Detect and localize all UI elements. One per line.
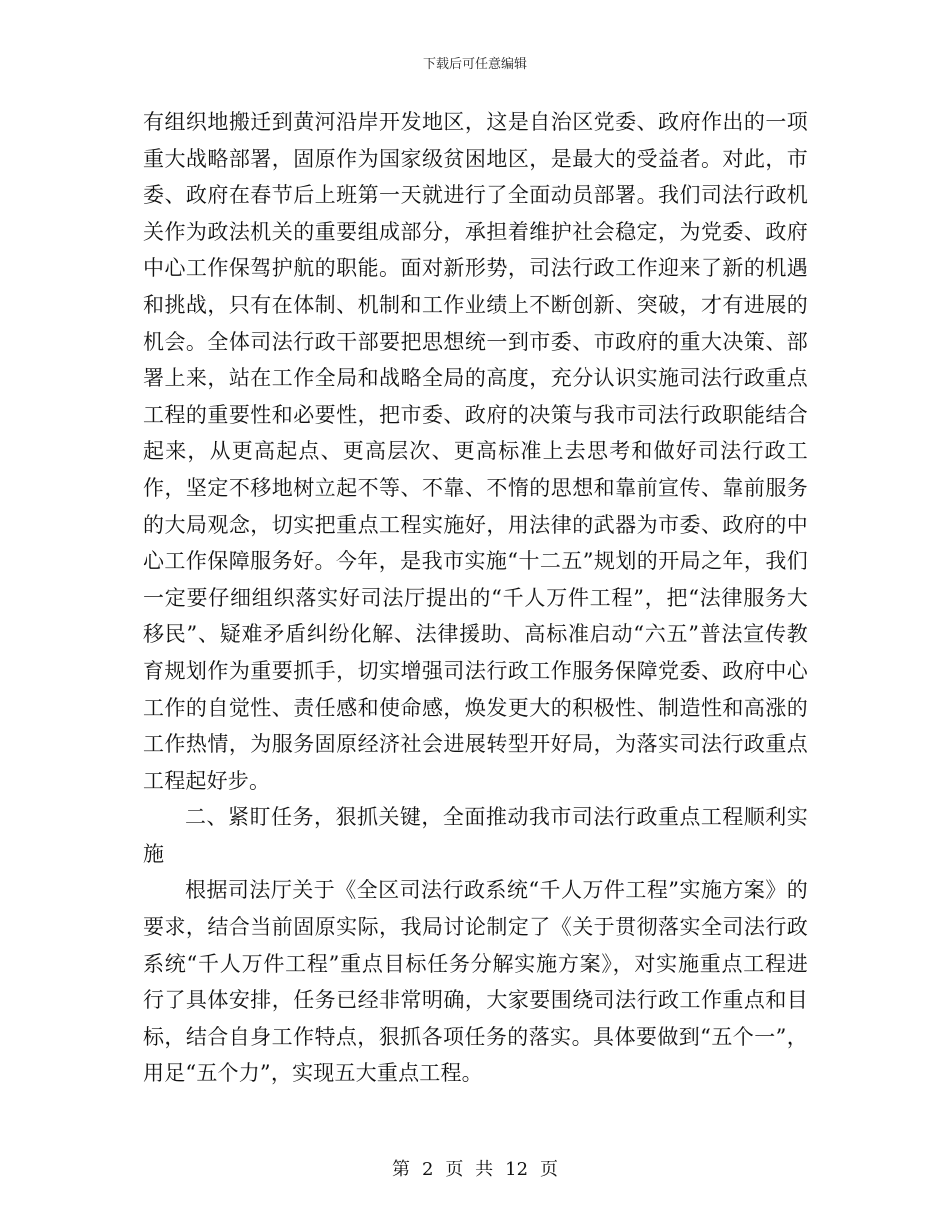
section-heading-2: 二、紧盯任务，狠抓关键，全面推动我市司法行政重点工程顺利实施: [143, 805, 808, 866]
page-number: 2: [421, 1159, 434, 1180]
paragraph-1: 有组织地搬迁到黄河沿岸开发地区，这是自治区党委、政府作出的一项重大战略部署，固原作为国家级贫困地区，是最大的受益者。对此，市委、政府在春节后上班第一天就进行了全面动员部署。我们司法行政机关作为政法机关的重要组成部分，承担着维护社会稳定，为党委、政府中心工作保驾护航的职能。面对新形势，司法行政工作迎来了新的机遇和挑战，只有在体制、机制和工作业绩上不断创新、突破，才有进展的机会。全体司法行政干部要把思想统一到市委、市政府的重大决策、部署上来，站在工作全局和战略全局的高度，充分认识实施司法行政重点工程的重要性和必要性，把市委、政府的决策与我市司法行政职能结合起来，从更高起点、更高层次、更高标准上去思考和做好司法行政工作，坚定不移地树立起不等、不靠、不惰的思想和靠前宣传、靠前服务的大局观念，切实把重点工程实施好，用法律的武器为市委、政府的中心工作保障服务好。今年，是我市实施“十二五”规划的开局之年，我们一定要仔细组织落实好司法厅提出的“千人万件工程”，把“法律服务大移民”、疑难矛盾纠纷化解、法律援助、高标准启动“六五”普法宣传教育规划作为重要抓手，切实增强司法行政工作服务保障党委、政府中心工作的自觉性、责任感和使命感，焕发更大的积极性、制造性和高涨的工作热情，为服务固原经济社会进展转型开好局，为落实司法行政重点工程起好步。: [143, 110, 808, 793]
page-header: 下载后可任意编辑: [422, 57, 527, 72]
footer-prefix: 第: [391, 1159, 410, 1180]
footer-middle: 页 共: [445, 1159, 494, 1180]
total-pages: 12: [505, 1159, 529, 1180]
footer-suffix: 页: [540, 1159, 559, 1180]
paragraph-3: 根据司法厅关于《全区司法行政系统“千人万件工程”实施方案》的要求，结合当前固原实际，我局讨论制定了《关于贯彻落实全司法行政系统“千人万件工程”重点目标任务分解实施方案》，对实施重点工程进行了具体安排，任务已经非常明确，大家要围绕司法行政工作重点和目标，结合自身工作特点，狠抓各项任务的落实。具体要做到“五个一”，用足“五个力”，实现五大重点工程。: [143, 878, 808, 1086]
document-body: [143, 104, 808, 1092]
page-footer: [0, 1155, 950, 1181]
